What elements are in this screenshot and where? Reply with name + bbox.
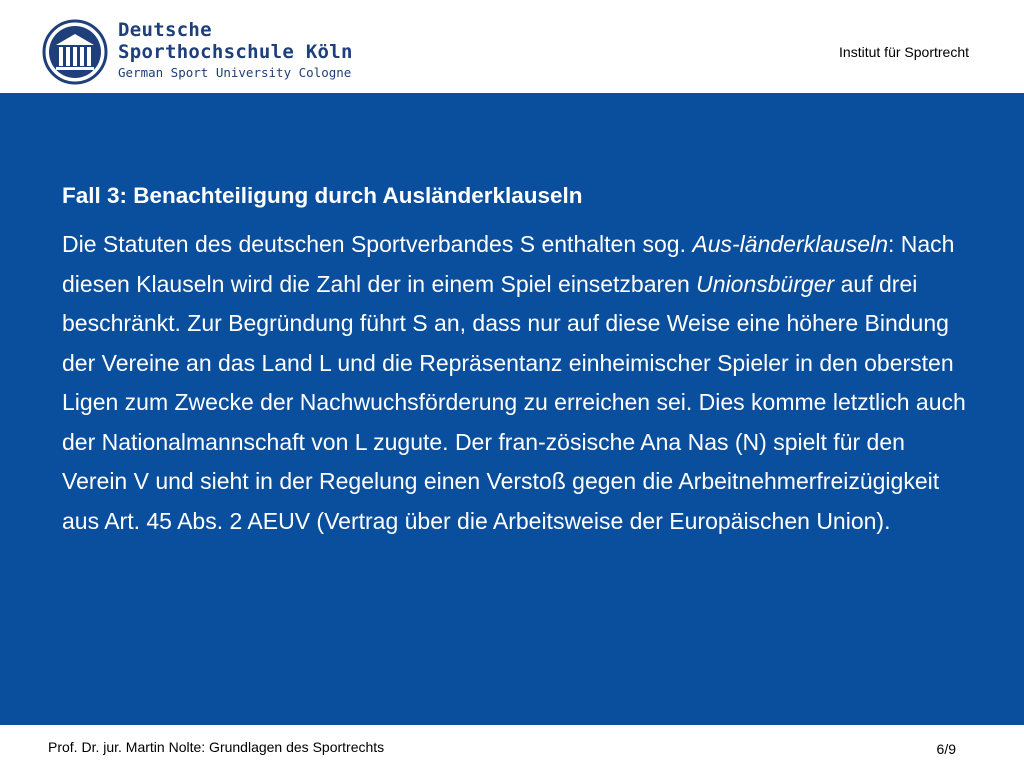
slide-content-area	[0, 93, 1024, 725]
page-number: 6/9	[936, 741, 956, 757]
institute-name: Institut für Sportrecht	[839, 44, 969, 60]
university-logo-text	[118, 19, 353, 82]
university-pillars-icon	[42, 19, 108, 85]
paragraph-text-2: : Nach diesen Klauseln wird die Zahl der in einem Spiel einsetzbaren	[62, 231, 955, 297]
footer	[0, 725, 1024, 768]
term-unionsbuerger: Unionsbürger	[696, 270, 835, 297]
logo-line-1: Deutsche	[118, 19, 212, 41]
term-auslaenderklauseln: Aus-länderklauseln	[692, 231, 888, 257]
logo-line-2: Sporthochschule Köln	[118, 41, 353, 63]
footer-author: Prof. Dr. jur. Martin Nolte: Grundlagen des Sportrechts	[48, 739, 385, 755]
case-paragraph	[62, 225, 974, 541]
case-title: Fall 3: Benachteiligung durch Ausländerklauseln	[62, 183, 583, 208]
logo-line-3: German Sport University Cologne	[118, 65, 352, 80]
paragraph-text-1: Die Statuten des deutschen Sportverbandes S enthalten sog.	[62, 231, 693, 257]
case-text-block	[62, 181, 974, 541]
header	[0, 0, 1024, 93]
paragraph-text-3: auf drei beschränkt. Zur Begründung führt S an, dass nur auf diese Weise eine höhere Bindung der Vereine an das Land L und die Repräsentanz einheimischer Spieler in den obersten Ligen zum Zwecke der Nachwuchsförderung zu erreichen sei. Dies komme letztlich auch der Nationalmannschaft von L zugute. Der fran-zösische Ana Nas (N) spielt für den Verein V und sieht in der Regelung einen Verstoß gegen die Arbeitnehmerfreizügigkeit aus Art. 45 Abs. 2 AEUV (Vertrag über die Arbeitsweise der Europäischen Union).	[62, 270, 966, 534]
